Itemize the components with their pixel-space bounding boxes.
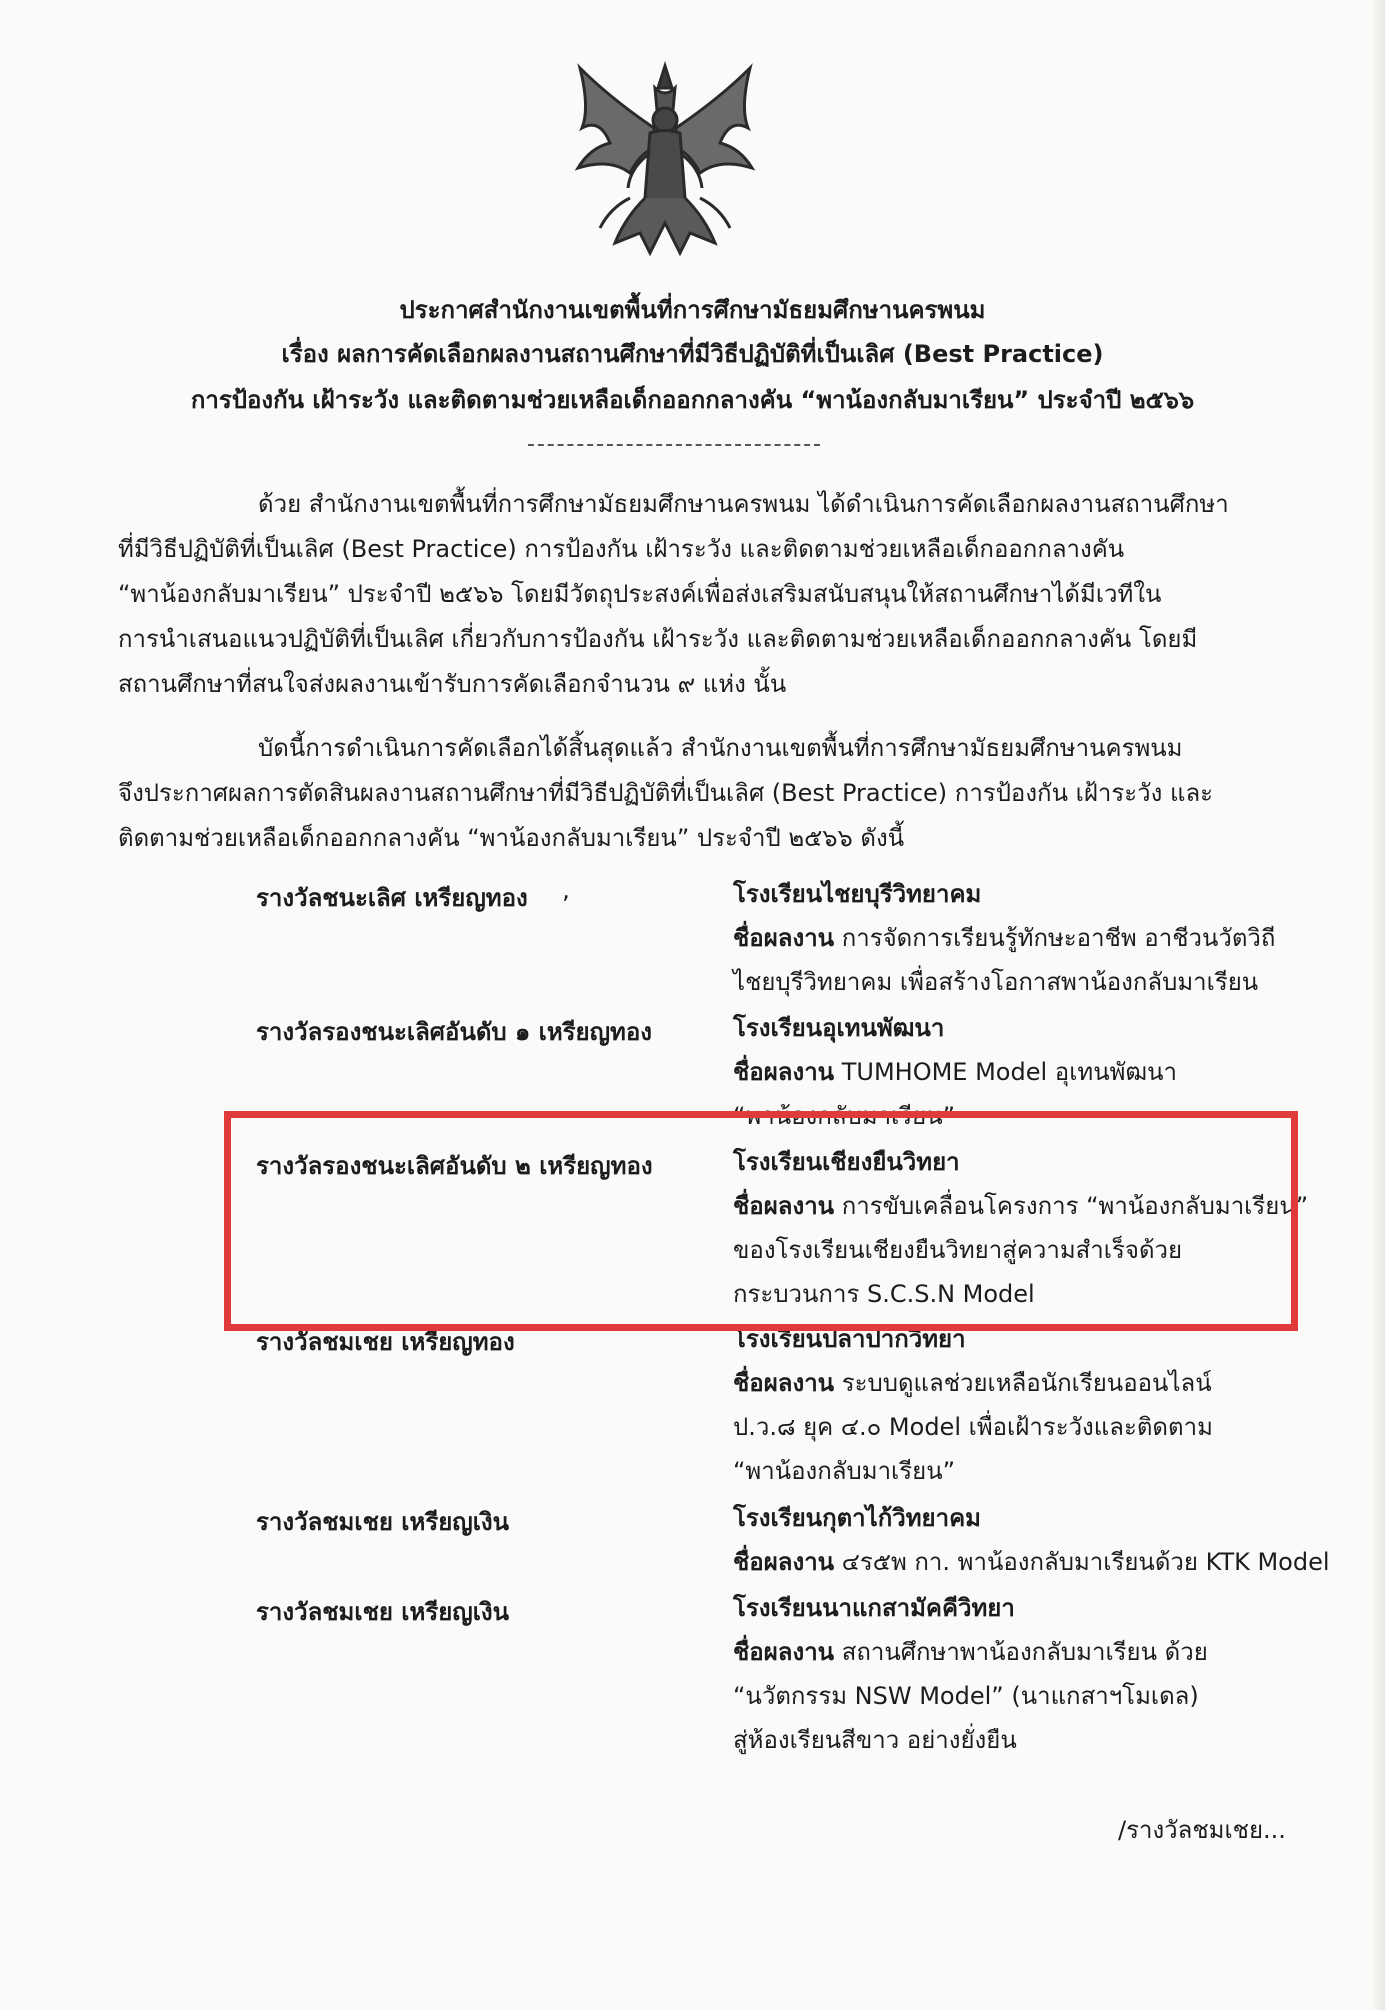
school-name: โรงเรียนปลาปากวิทยา [733, 1325, 966, 1353]
school-name: โรงเรียนอุเทนพัฒนา [733, 1014, 945, 1042]
work-title-text: ๔ร๕พ กา. พาน้องกลับมาเรียนด้วย KTK Model [841, 1548, 1330, 1576]
award-label: รางวัลชมเชย เหรียญทอง [256, 1328, 515, 1356]
award-label: รางวัลชมเชย เหรียญเงิน [256, 1508, 510, 1536]
paragraph-line: ที่มีวิธีปฏิบัติที่เป็นเลิศ (Best Practice) การป้องกัน เฝ้าระวัง และติดตามช่วยเหลือเด็กออกกลางคัน [118, 535, 1125, 563]
school-name: โรงเรียนนาแกสามัคคีวิทยา [733, 1594, 1015, 1622]
award-entry [733, 1317, 1293, 1493]
award-entry [733, 1006, 1293, 1130]
work-title-text: สถานศึกษาพาน้องกลับมาเรียน ด้วย [841, 1638, 1208, 1666]
result-paragraph [118, 726, 1230, 861]
header-divider [528, 444, 820, 446]
announcement-subject: เรื่อง ผลการคัดเลือกผลงานสถานศึกษาที่มีวิธีปฏิบัติที่เป็นเลิศ (Best Practice) [281, 340, 1104, 368]
paragraph-line: บัดนี้การดำเนินการคัดเลือกได้สิ้นสุดแล้ว สำนักงานเขตพื้นที่การศึกษามัธยมศึกษานครพนม [258, 734, 1183, 762]
work-title-label: ชื่อผลงาน [733, 1369, 835, 1397]
award-label: รางวัลรองชนะเลิศอันดับ ๒ เหรียญทอง [256, 1152, 653, 1180]
work-title-text: “พาน้องกลับมาเรียน” [733, 1457, 956, 1485]
stray-mark: ‚ [562, 876, 570, 904]
intro-paragraph [118, 482, 1230, 707]
paragraph-line: ติดตามช่วยเหลือเด็กออกกลางคัน “พาน้องกลับมาเรียน” ประจำปี ๒๕๖๖ ดังนี้ [118, 824, 905, 852]
work-title-label: ชื่อผลงาน [733, 1638, 835, 1666]
work-title-text: “นวัตกรรม NSW Model” (นาแกสาฯโมเดล) [733, 1682, 1199, 1710]
work-title-label: ชื่อผลงาน [733, 1192, 835, 1220]
paragraph-line: “พาน้องกลับมาเรียน” ประจำปี ๒๕๖๖ โดยมีวัตถุประสงค์เพื่อส่งเสริมสนับสนุนให้สถานศึกษาได้มีเวทีใน [118, 580, 1162, 608]
award-entry [733, 1496, 1330, 1584]
award-label: รางวัลชมเชย เหรียญเงิน [256, 1598, 510, 1626]
work-title-text: สู่ห้องเรียนสีขาว อย่างยั่งยืน [733, 1726, 1017, 1754]
school-name: โรงเรียนเชียงยืนวิทยา [733, 1148, 960, 1176]
garuda-emblem-icon [570, 58, 760, 258]
award-entry [733, 872, 1293, 1004]
work-title-text: การจัดการเรียนรู้ทักษะอาชีพ อาชีวนวัตวิถี [841, 924, 1276, 952]
work-title-label: ชื่อผลงาน [733, 924, 835, 952]
work-title-label: ชื่อผลงาน [733, 1058, 835, 1086]
work-title-text: กระบวนการ S.C.S.N Model [733, 1280, 1035, 1308]
work-title-text: ระบบดูแลช่วยเหลือนักเรียนออนไลน์ [841, 1369, 1212, 1397]
announcement-subtitle: การป้องกัน เฝ้าระวัง และติดตามช่วยเหลือเด็กออกกลางคัน “พาน้องกลับมาเรียน” ประจำปี ๒๕๖๖ [190, 386, 1195, 414]
award-entry [733, 1586, 1293, 1762]
work-title-text: ของโรงเรียนเชียงยืนวิทยาสู่ความสำเร็จด้วย [733, 1236, 1183, 1264]
highlight-box [224, 1111, 1298, 1331]
paragraph-line: จึงประกาศผลการตัดสินผลงานสถานศึกษาที่มีวิธีปฏิบัติที่เป็นเลิศ (Best Practice) การป้องกัน เฝ้าระวัง และ [118, 779, 1214, 807]
continuation-note: /รางวัลชมเชย... [1118, 1816, 1286, 1844]
paragraph-line: สถานศึกษาที่สนใจส่งผลงานเข้ารับการคัดเลือกจำนวน ๙ แห่ง นั้น [118, 670, 787, 698]
work-title-text: ป.ว.๘ ยุค ๔.๐ Model เพื่อเฝ้าระวังและติดตาม [733, 1413, 1213, 1441]
work-title-text: TUMHOME Model อุเทนพัฒนา [841, 1058, 1178, 1086]
school-name: โรงเรียนไชยบุรีวิทยาคม [733, 880, 982, 908]
work-title-text: “พาน้องกลับมาเรียน” [733, 1102, 956, 1130]
school-name: โรงเรียนกุตาไก้วิทยาคม [733, 1504, 981, 1532]
award-label: รางวัลชนะเลิศ เหรียญทอง [256, 884, 528, 912]
announcement-title: ประกาศสำนักงานเขตพื้นที่การศึกษามัธยมศึกษานครพนม [399, 296, 986, 324]
work-title-text: ไชยบุรีวิทยาคม เพื่อสร้างโอกาสพาน้องกลับมาเรียน [733, 968, 1259, 996]
paragraph-line: ด้วย สำนักงานเขตพื้นที่การศึกษามัธยมศึกษานครพนม ได้ดำเนินการคัดเลือกผลงานสถานศึกษา [258, 490, 1229, 518]
award-label: รางวัลรองชนะเลิศอันดับ ๑ เหรียญทอง [256, 1018, 652, 1046]
work-title-label: ชื่อผลงาน [733, 1548, 835, 1576]
paragraph-line: การนำเสนอแนวปฏิบัติที่เป็นเลิศ เกี่ยวกับการป้องกัน เฝ้าระวัง และติดตามช่วยเหลือเด็กออกกลางคัน โดยมี [118, 625, 1198, 653]
work-title-text: การขับเคลื่อนโครงการ “พาน้องกลับมาเรียน” [841, 1192, 1309, 1220]
